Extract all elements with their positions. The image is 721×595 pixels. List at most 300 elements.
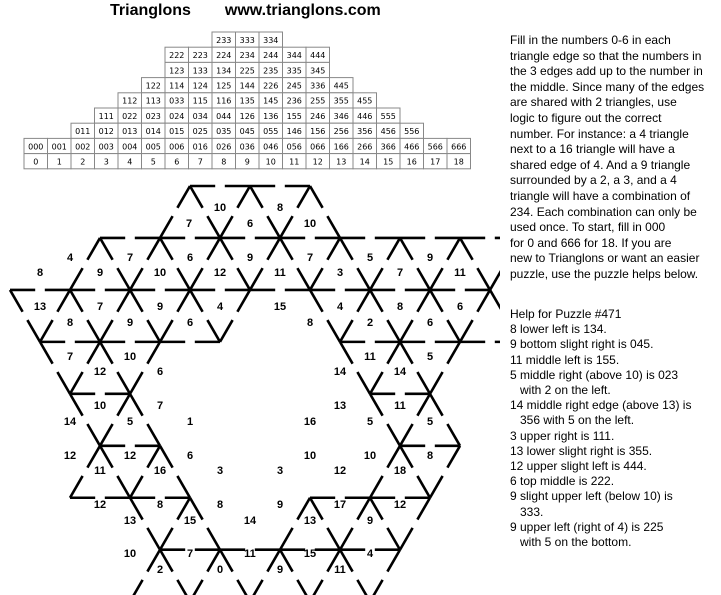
triangle-clue[interactable]: 13 (303, 515, 317, 527)
combo-cell-text: 035 (216, 127, 232, 137)
edge-stub (447, 342, 460, 364)
edge-stub (310, 268, 323, 290)
combo-cell-text: 135 (239, 96, 255, 106)
combo-cell (212, 32, 236, 47)
grid-vertex (165, 580, 215, 595)
edge-stub (267, 238, 280, 260)
help-hint: 5 middle right (above 10) is 023 (510, 367, 679, 382)
combo-cell (142, 123, 166, 138)
combo-cell (400, 138, 424, 153)
combo-cell-text: 044 (216, 111, 232, 121)
combo-cell-text: 355 (333, 96, 349, 106)
edge-stub (447, 238, 460, 260)
combo-cell (377, 154, 401, 169)
combo-cell-text: 366 (380, 142, 396, 152)
combo-cell-text: 5 (150, 157, 156, 167)
combo-cell (283, 93, 307, 108)
combo-cell-text: 234 (239, 51, 255, 61)
triangle-clue[interactable]: 11 (244, 548, 256, 560)
edge-stub (280, 216, 293, 238)
instruction-line: triangle edge so that the numbers in (510, 48, 702, 63)
combo-cell-text: 012 (98, 127, 114, 137)
grid-vertex (255, 216, 305, 260)
edge-stub (57, 290, 70, 312)
triangle-clue[interactable]: 11 (334, 564, 346, 576)
grid-vertex (495, 238, 500, 260)
combo-cell-text: 122 (145, 81, 161, 91)
site-title: Trianglons (110, 2, 191, 19)
triangle-clue[interactable]: 10 (123, 351, 137, 363)
triangle-clue[interactable]: 15 (303, 548, 317, 560)
help-hint: 14 middle right edge (above 13) is (510, 398, 692, 413)
triangle-clue[interactable]: 10 (153, 267, 167, 279)
combo-cell-text: 455 (357, 96, 373, 106)
combo-cell-text: 034 (192, 111, 208, 121)
triangle-clue[interactable]: 0 (216, 564, 224, 576)
combo-cell-text: 14 (359, 157, 370, 167)
combo-cell-text: 001 (51, 142, 67, 152)
edge-stub (490, 268, 500, 290)
triangle-clue[interactable]: 5 (366, 252, 374, 264)
edge-stub (237, 290, 250, 312)
triangle-clue[interactable]: 10 (303, 218, 317, 230)
combo-cell (189, 93, 213, 108)
triangle-clue[interactable]: 6 (456, 301, 464, 313)
edge-stub (387, 424, 400, 446)
grid-vertex (87, 424, 125, 468)
edge-stub (57, 372, 70, 394)
triangle-clue[interactable]: 9 (276, 499, 284, 511)
combo-cell-text: 456 (380, 127, 396, 137)
triangle-clue[interactable]: 13 (333, 400, 347, 412)
combo-cell-text: 10 (265, 157, 276, 167)
edge-stub (87, 342, 100, 364)
edge-stub (387, 342, 400, 364)
triangle-clue[interactable]: 8 (426, 450, 434, 462)
combo-cell (48, 138, 72, 153)
triangle-clue[interactable]: 9 (96, 267, 104, 279)
edge-stub (280, 238, 293, 260)
edge-stub (327, 528, 340, 550)
combo-cell (189, 154, 213, 169)
combo-cell (189, 138, 213, 153)
combo-cell (165, 78, 189, 93)
edge-stub (310, 186, 323, 208)
combo-cell-text: 246 (310, 111, 326, 121)
grid-vertex (45, 268, 95, 312)
edge-stub (417, 476, 430, 498)
triangle-clue[interactable]: 6 (246, 218, 254, 230)
combo-cell (259, 93, 283, 108)
edge-stub (447, 446, 460, 468)
combo-cell (377, 108, 401, 123)
triangle-clue[interactable]: 8 (156, 499, 164, 511)
triangle-clue[interactable]: 17 (333, 499, 347, 511)
combo-cell (236, 78, 260, 93)
edge-stub (340, 320, 353, 342)
combo-cell (71, 138, 95, 153)
combo-cell-text: 11 (289, 157, 300, 167)
combo-cell (189, 78, 213, 93)
site-url: www.trianglons.com (224, 2, 381, 19)
triangle-clue[interactable]: 6 (156, 366, 164, 378)
triangle-clue[interactable]: 12 (213, 267, 227, 279)
edge-stub (177, 476, 190, 498)
combo-cell-text: 006 (169, 142, 185, 152)
help-hint: with 5 on the bottom. (520, 535, 632, 550)
triangle-clue[interactable]: 10 (123, 548, 137, 560)
combo-cell (447, 138, 471, 153)
combo-cell-text: 223 (192, 51, 208, 61)
combo-cell-text: 136 (263, 111, 279, 121)
triangle-clue[interactable]: 12 (123, 450, 137, 462)
combo-cell-text: 346 (333, 111, 349, 121)
instruction-line: logic to figure out the correct (510, 110, 662, 125)
combo-cell-text: 003 (98, 142, 114, 152)
triangle-clue[interactable]: 8 (276, 202, 284, 214)
edge-stub (147, 320, 160, 342)
triangle-clue[interactable]: 13 (123, 515, 137, 527)
instructions-panel (510, 33, 718, 283)
edge-stub (370, 580, 383, 595)
grid-vertex (135, 216, 185, 260)
combo-cell-text: 066 (310, 142, 326, 152)
combo-cell (306, 47, 330, 62)
triangle-clue[interactable]: 16 (153, 465, 167, 477)
combo-cell (236, 93, 260, 108)
combo-cell-text: 226 (263, 81, 279, 91)
grid-vertex (135, 320, 185, 364)
combo-cell-text: 015 (169, 127, 185, 137)
triangle-clue[interactable]: 6 (426, 317, 434, 329)
triangle-clue[interactable]: 5 (426, 416, 434, 428)
combo-cell-text: 224 (216, 51, 232, 61)
grid-vertex (130, 580, 155, 595)
triangle-clue[interactable]: 10 (213, 202, 227, 214)
combo-cell-text: 011 (75, 127, 91, 137)
triangle-clue[interactable]: 10 (363, 450, 377, 462)
edge-stub (177, 290, 190, 312)
triangle-clue[interactable]: 9 (126, 317, 134, 329)
triangle-clue[interactable]: 7 (396, 267, 404, 279)
help-heading: Help for Puzzle #471 (510, 307, 622, 321)
edge-stub (327, 238, 340, 260)
help-panel (510, 307, 718, 550)
grid-vertex (147, 528, 185, 572)
combo-cell (353, 154, 377, 169)
instruction-line: for 0 and 666 for 18. If you are (510, 235, 672, 250)
instruction-line: shared edge of 4. And a 9 triangle (510, 157, 691, 172)
combo-cell (95, 123, 119, 138)
triangle-clue[interactable]: 5 (426, 351, 434, 363)
edge-stub (70, 476, 83, 498)
combo-cell (306, 123, 330, 138)
edge-stub (340, 342, 353, 364)
combo-cell-text: 013 (122, 127, 138, 137)
edge-stub (40, 342, 53, 364)
combo-cell (212, 62, 236, 77)
combo-cell-text: 036 (239, 142, 255, 152)
combo-cell (212, 154, 236, 169)
combo-cell-text: 016 (192, 142, 208, 152)
triangle-clue[interactable]: 14 (63, 416, 77, 428)
combo-cell (306, 154, 330, 169)
combo-cell (71, 154, 95, 169)
triangle-clue[interactable]: 6 (186, 450, 194, 462)
triangle-clue[interactable]: 7 (96, 301, 104, 313)
triangle-clue[interactable]: 14 (393, 366, 407, 378)
edge-stub (490, 290, 500, 312)
triangle-clue[interactable]: 4 (216, 301, 224, 313)
combo-cell-text: 334 (263, 35, 279, 45)
edge-stub (400, 238, 413, 260)
instruction-line: the middle. Since many of the edges (510, 79, 705, 94)
triangle-clue[interactable]: 5 (126, 416, 134, 428)
instruction-line: new to Trianglons or want an easier (510, 251, 700, 266)
combo-cell-text: 116 (216, 96, 232, 106)
edge-stub (417, 394, 430, 416)
triangle-clue[interactable]: 12 (333, 465, 347, 477)
edge-stub (400, 320, 413, 342)
triangle-clue[interactable]: 3 (276, 465, 284, 477)
grid-vertex (285, 268, 335, 312)
combo-cell (377, 123, 401, 138)
instruction-line: Fill in the numbers 0-6 in each (510, 33, 671, 47)
combo-cell-text: 225 (239, 66, 255, 76)
triangle-clue[interactable]: 13 (33, 301, 47, 313)
triangle-clue[interactable]: 3 (336, 267, 344, 279)
edge-stub (250, 268, 263, 290)
edge-stub (87, 320, 100, 342)
triangle-clue[interactable]: 11 (274, 267, 286, 279)
edge-stub (100, 238, 113, 260)
help-hint: 9 slight upper left (below 10) is (510, 489, 673, 504)
triangle-clue[interactable]: 8 (66, 317, 74, 329)
combo-cell-text: 244 (263, 51, 279, 61)
triangle-clue[interactable]: 8 (306, 317, 314, 329)
combo-cell (142, 138, 166, 153)
triangle-clue[interactable]: 10 (303, 450, 317, 462)
triangle-clue[interactable]: 6 (186, 317, 194, 329)
edge-stub (340, 528, 353, 550)
edge-stub (417, 268, 430, 290)
edge-stub (177, 268, 190, 290)
triangle-clue[interactable]: 15 (273, 301, 287, 313)
triangle-clue[interactable]: 7 (186, 548, 194, 560)
edge-stub (430, 268, 443, 290)
edge-stub (190, 186, 203, 208)
combo-cell-text: 155 (286, 111, 302, 121)
triangle-clue[interactable]: 5 (366, 416, 374, 428)
triangle-clue[interactable]: 8 (216, 499, 224, 511)
triangle-clue[interactable]: 7 (126, 252, 134, 264)
edge-stub (370, 372, 383, 394)
grid-vertex (105, 268, 155, 312)
triangle-clue[interactable]: 14 (243, 515, 257, 527)
combo-cell-text: 002 (75, 142, 91, 152)
combo-cell (306, 138, 330, 153)
help-hint: with 2 on the left. (520, 383, 611, 398)
triangle-clue[interactable]: 4 (66, 252, 74, 264)
combo-cell (212, 138, 236, 153)
triangle-clue[interactable]: 7 (306, 252, 314, 264)
grid-vertex (435, 320, 485, 364)
triangle-clue[interactable]: 12 (93, 366, 107, 378)
combo-cell (118, 93, 142, 108)
triangle-clue[interactable]: 2 (366, 317, 374, 329)
combo-cell (165, 154, 189, 169)
edge-stub (280, 528, 293, 550)
grid-vertex (375, 320, 425, 364)
help-hint: 9 upper left (right of 4) is 225 (510, 519, 664, 534)
combo-cell (236, 62, 260, 77)
combo-cell-text: 014 (145, 127, 161, 137)
triangle-clue[interactable]: 3 (216, 465, 224, 477)
triangle-clue[interactable]: 16 (303, 416, 317, 428)
triangle-clue[interactable]: 7 (156, 400, 164, 412)
triangle-clue[interactable]: 14 (333, 366, 347, 378)
edge-stub (130, 580, 143, 595)
combo-cell-text: 13 (336, 157, 347, 167)
edge-stub (70, 268, 83, 290)
grid-vertex (495, 320, 500, 342)
combo-cell (24, 138, 48, 153)
combo-cell-text: 4 (127, 157, 133, 167)
combo-cell (71, 123, 95, 138)
combo-cell (118, 138, 142, 153)
combo-cell (259, 108, 283, 123)
combo-cell-text: 12 (312, 157, 323, 167)
combo-cell-text: 555 (380, 111, 396, 121)
triangle-clue[interactable]: 9 (156, 301, 164, 313)
edge-stub (430, 372, 443, 394)
triangle-clue[interactable]: 12 (93, 499, 107, 511)
edge-stub (250, 580, 263, 595)
triangle-clue[interactable]: 11 (364, 351, 376, 363)
combo-cell (118, 108, 142, 123)
edge-stub (447, 320, 460, 342)
combo-cell-text: 445 (333, 81, 349, 91)
help-hint: 6 top middle is 222. (510, 474, 615, 489)
combo-cell-text: 056 (286, 142, 302, 152)
combo-cell-text: 556 (404, 127, 420, 137)
grid-vertex (87, 238, 125, 260)
combo-cell (165, 108, 189, 123)
edge-stub (87, 424, 100, 446)
grid-vertex (165, 268, 215, 312)
triangle-clue[interactable]: 11 (394, 400, 406, 412)
triangle-clue[interactable]: 7 (66, 351, 74, 363)
triangle-clue[interactable]: 6 (186, 252, 194, 264)
grid-vertex (177, 186, 215, 208)
triangle-clue[interactable]: 12 (393, 499, 407, 511)
grid-vertex (435, 424, 460, 468)
triangle-clue[interactable]: 8 (396, 301, 404, 313)
instruction-line: used once. To start, fill in 000 (510, 220, 666, 235)
triangle-clue[interactable]: 10 (93, 400, 107, 412)
combo-cell (142, 108, 166, 123)
combo-cell-text: 15 (383, 157, 394, 167)
edge-stub (477, 268, 490, 290)
combo-cell-text: 446 (357, 111, 373, 121)
triangle-clue[interactable]: 7 (185, 218, 193, 230)
edge-stub (147, 342, 160, 364)
edge-stub (237, 186, 250, 208)
edge-stub (207, 216, 220, 238)
edge-stub (147, 238, 160, 260)
edge-stub (370, 394, 383, 416)
triangle-clue[interactable]: 11 (94, 465, 106, 477)
combo-cell (165, 47, 189, 62)
triangle-clue[interactable]: 1 (186, 416, 194, 428)
triangle-clue[interactable]: 9 (366, 515, 374, 527)
edge-stub (460, 238, 473, 260)
triangle-clue[interactable]: 8 (36, 267, 44, 279)
triangle-clue[interactable]: 18 (393, 465, 407, 477)
edge-stub (387, 528, 400, 550)
edge-stub (400, 424, 413, 446)
edge-stub (130, 394, 143, 416)
grid-vertex (345, 476, 395, 520)
combo-cell (259, 47, 283, 62)
triangle-clue[interactable]: 15 (183, 515, 197, 527)
combo-cell (95, 108, 119, 123)
combo-cell-text: 6 (174, 157, 180, 167)
edge-stub (10, 290, 23, 312)
triangle-clue[interactable]: 9 (426, 252, 434, 264)
combo-cell-text: 055 (263, 127, 279, 137)
edge-stub (190, 580, 203, 595)
grid-vertex (75, 320, 125, 364)
edge-stub (430, 290, 443, 312)
triangle-clue[interactable]: 12 (63, 450, 77, 462)
grid-vertex (225, 186, 275, 208)
edge-stub (177, 580, 190, 595)
triangle-clue[interactable]: 9 (276, 564, 284, 576)
triangle-clue[interactable]: 9 (246, 252, 254, 264)
instruction-line: next to a 16 triangle will have a (510, 142, 675, 157)
edge-stub (87, 238, 100, 260)
combo-cell (142, 93, 166, 108)
edge-stub (477, 290, 490, 312)
combo-cell (212, 93, 236, 108)
combo-cell-text: 344 (286, 51, 302, 61)
help-hint: 11 middle left is 155. (510, 352, 620, 367)
triangle-clue[interactable]: 11 (454, 267, 466, 279)
triangle-clue[interactable]: 2 (156, 564, 164, 576)
grid-vertex (105, 476, 155, 520)
edge-stub (310, 290, 323, 312)
combo-cell (353, 123, 377, 138)
edge-stub (417, 372, 430, 394)
combo-cell (306, 78, 330, 93)
edge-stub (117, 268, 130, 290)
edge-stub (297, 186, 310, 208)
edge-stub (310, 580, 323, 595)
instruction-line: triangle will have a combination of (510, 188, 691, 203)
triangle-clue[interactable]: 4 (366, 548, 374, 560)
edge-stub (357, 580, 370, 595)
triangle-clue[interactable]: 4 (336, 301, 344, 313)
edge-stub (430, 394, 443, 416)
combo-cell-text: 046 (263, 142, 279, 152)
grid-vertex (135, 424, 173, 468)
combo-cell-text: 111 (98, 111, 114, 121)
edge-stub (370, 268, 383, 290)
combo-cell (118, 154, 142, 169)
edge-stub (387, 550, 400, 572)
combo-cell-text: 17 (430, 157, 441, 167)
